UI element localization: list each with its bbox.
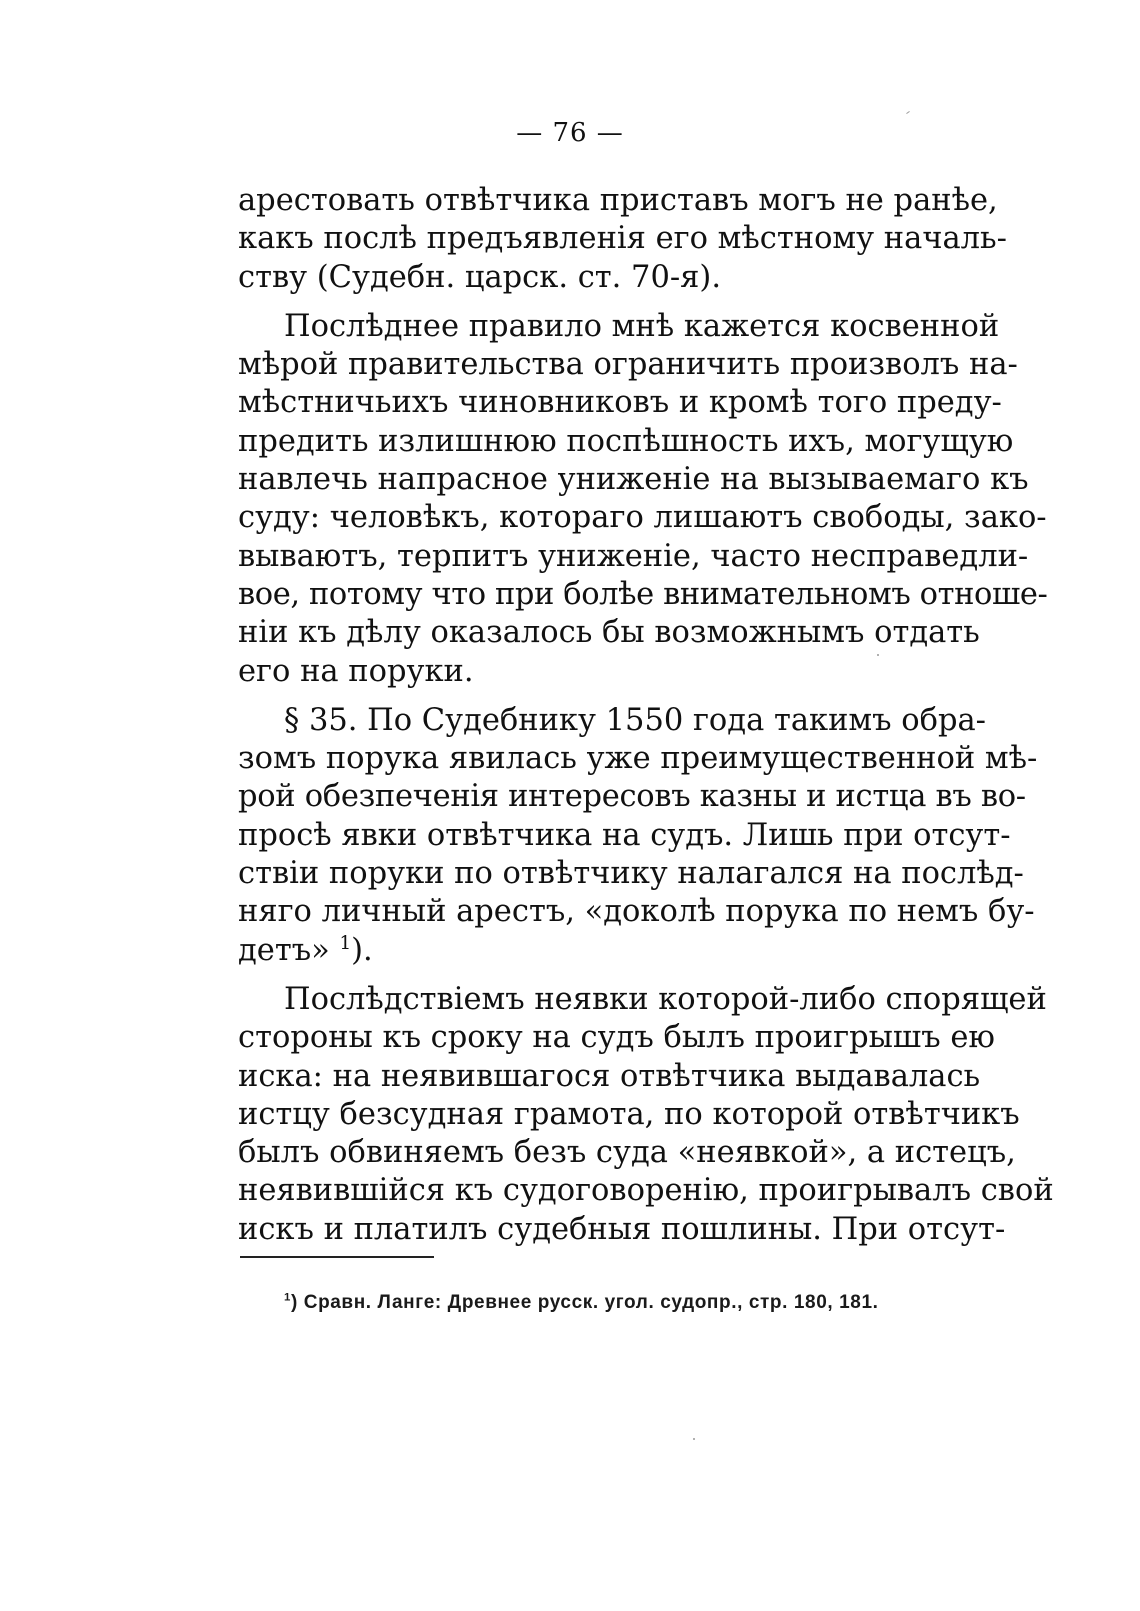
- text-line: мѣрой правительства ограничить произволъ на-: [238, 347, 1018, 383]
- text-line: [238, 932, 956, 970]
- text-line: ніи къ дѣлу оказалось бы возможнымъ отдать: [238, 615, 980, 651]
- text-line: Послѣднее правило мнѣ кажется косвенной: [284, 308, 1000, 344]
- text-line: искъ и платилъ судебныя пошлины. При отсут-: [238, 1211, 1006, 1247]
- text-line: вываютъ, терпитъ униженіе, часто несправедли-: [238, 538, 1029, 574]
- paragraph-3: [238, 702, 1038, 970]
- text-line: зомъ порука явилась уже преимущественной мѣ-: [238, 741, 1038, 777]
- text-line: ству (Судебн. царск. ст. 70-я).: [238, 259, 722, 295]
- text-line: просѣ явки отвѣтчика на судъ. Лишь при отсут-: [238, 817, 1011, 853]
- paragraph-1: [238, 182, 1007, 297]
- text-line: арестовать отвѣтчика приставъ могъ не ранѣе,: [238, 183, 998, 218]
- text-line: истцу безсудная грамота, по которой отвѣтчикъ: [238, 1096, 1020, 1132]
- text-line: стороны къ сроку на судъ былъ проигрышъ ею: [238, 1020, 995, 1056]
- text-line: вое, потому что при болѣе внимательномъ отноше-: [238, 576, 1048, 612]
- scan-speck: [877, 654, 879, 656]
- text-line: няго личный арестъ, «доколѣ порука по немъ бу-: [238, 894, 1035, 930]
- text-line: неявившійся къ судоговоренію, проигрывалъ свой: [238, 1173, 1054, 1209]
- text-line: какъ послѣ предъявленія его мѣстному началь-: [238, 221, 1007, 257]
- text-line: мѣстничьихъ чиновниковъ и кромѣ того преду-: [238, 385, 1002, 421]
- text-line: суду: человѣкъ, котораго лишаютъ свободы, зако-: [238, 500, 1047, 536]
- text-fragment: детъ»: [238, 932, 330, 968]
- text-line: рой обезпеченія интересовъ казны и истца въ во-: [238, 779, 1026, 815]
- text-line: § 35. По Судебнику 1550 года такимъ обра-: [284, 702, 986, 738]
- scan-speck: [906, 111, 910, 114]
- paragraph-4: [238, 981, 1054, 1249]
- paragraph-2: [238, 308, 1048, 691]
- footnote: [284, 1292, 879, 1314]
- text-fragment: ).: [351, 932, 373, 968]
- footnote-divider: [240, 1256, 434, 1258]
- footnote-text: ) Сравн. Ланге: Древнее русск. угол. судопр., стр. 180, 181.: [290, 1292, 879, 1313]
- footnote-marker: 1: [284, 1291, 291, 1304]
- text-line: навлечь напрасное униженіе на вызываемаго къ: [238, 462, 1029, 498]
- page-number: — 76 —: [516, 118, 624, 148]
- text-line: предить излишнюю поспѣшность ихъ, могущую: [238, 423, 1014, 459]
- text-line: былъ обвиняемъ безъ суда «неявкой», а истецъ,: [238, 1135, 1016, 1171]
- footnote-reference[interactable]: 1: [339, 932, 352, 954]
- body-text: [238, 182, 1054, 1249]
- scan-speck: [693, 1438, 695, 1440]
- text-line: ствіи поруки по отвѣтчику налагался на послѣд-: [238, 856, 1024, 892]
- text-line: иска: на неявившагося отвѣтчика выдавалась: [238, 1058, 981, 1094]
- text-line: Послѣдствіемъ неявки которой-либо спорящей: [284, 981, 1047, 1017]
- text-line: его на поруки.: [238, 653, 474, 689]
